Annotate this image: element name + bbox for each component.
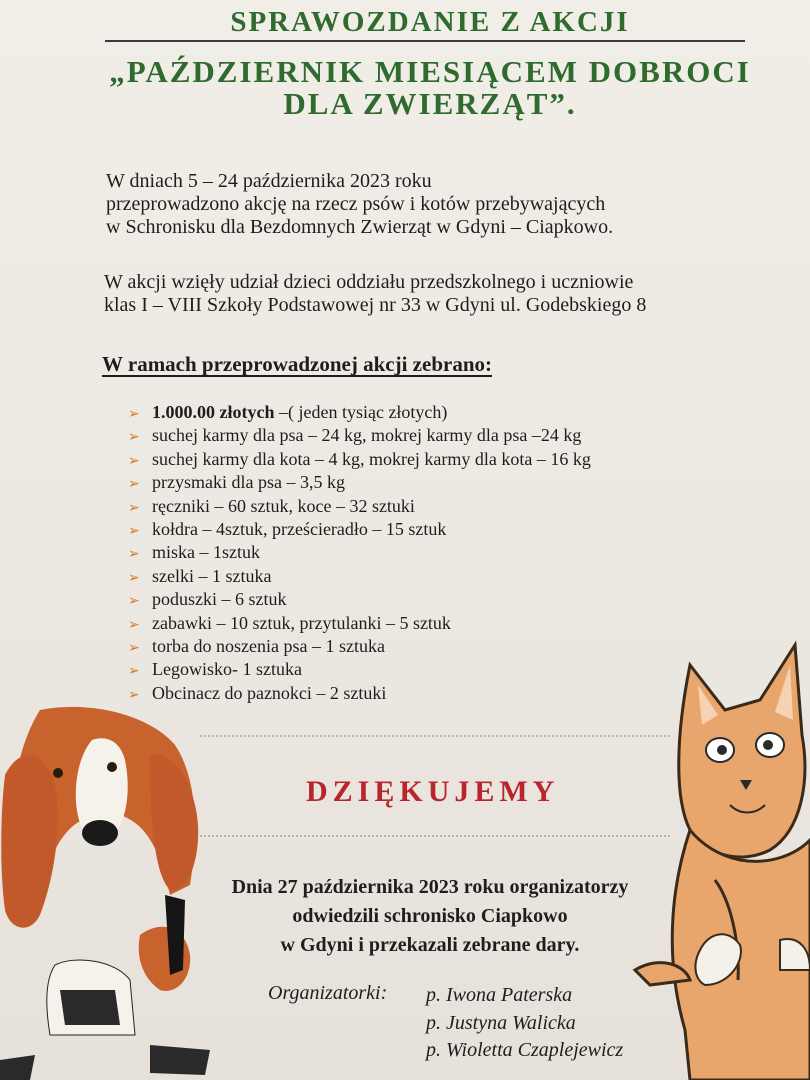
list-item: ➢ poduszki – 6 sztuk	[128, 588, 591, 611]
participants-paragraph	[104, 271, 646, 317]
arrow-bullet-icon: ➢	[128, 617, 140, 633]
collected-items-list	[128, 401, 591, 705]
visit-line: w Gdyni i przekazali zebrane dary.	[280, 934, 580, 956]
arrow-bullet-icon: ➢	[128, 407, 140, 422]
participants-line: W akcji wzięły udział dzieci oddziału przedszkolnego i uczniowie	[104, 271, 634, 293]
participants-line: klas I – VIII Szkoły Podstawowej nr 33 w Gdyni ul. Godebskiego 8	[104, 294, 647, 316]
intro-paragraph	[106, 170, 613, 239]
arrow-bullet-icon: ➢	[128, 570, 140, 586]
list-item: ➢ miska – 1sztuk	[128, 541, 591, 564]
arrow-bullet-icon: ➢	[128, 430, 140, 446]
title-divider	[105, 40, 745, 42]
campaign-title-line-1: „PAŹDZIERNIK MIESIĄCEM DOBROCI	[109, 54, 751, 89]
organizers-list	[426, 982, 623, 1065]
list-item: ➢ suchej karmy dla psa – 24 kg, mokrej karmy dla psa –24 kg	[128, 424, 591, 447]
list-item: ➢ Legowisko- 1 sztuka	[128, 658, 591, 681]
campaign-title	[100, 56, 760, 120]
campaign-title-line-2: DLA ZWIERZĄT”.	[283, 86, 577, 121]
arrow-bullet-icon: ➢	[128, 477, 140, 493]
arrow-bullet-icon: ➢	[128, 523, 140, 539]
list-item: ➢ 1.000.00 złotych –( jeden tysiąc złotych)	[128, 401, 591, 424]
organizers-label: Organizatorki:	[268, 982, 388, 1004]
arrow-bullet-icon: ➢	[128, 453, 140, 469]
intro-line: przeprowadzono akcję na rzecz psów i kotów przebywających	[106, 193, 606, 215]
cat-illustration	[630, 640, 810, 1080]
list-item: ➢ ręczniki – 60 sztuk, koce – 32 sztuki	[128, 495, 591, 518]
arrow-bullet-icon: ➢	[128, 664, 140, 680]
list-item: ➢ przysmaki dla psa – 3,5 kg	[128, 471, 591, 494]
intro-line: W dniach 5 – 24 października 2023 roku	[106, 170, 432, 192]
collected-heading: W ramach przeprowadzonej akcji zebrano:	[102, 352, 492, 376]
intro-line: w Schronisku dla Bezdomnych Zwierząt w Gdyni – Ciapkowo.	[106, 216, 614, 238]
dotted-divider	[200, 735, 670, 737]
list-item: ➢ szelki – 1 sztuka	[128, 565, 591, 588]
list-item: ➢ Obcinacz do paznokci – 2 sztuki	[128, 682, 591, 705]
arrow-bullet-icon: ➢	[128, 547, 140, 563]
visit-line: Dnia 27 października 2023 roku organizatorzy	[231, 876, 629, 898]
list-item: ➢ torba do noszenia psa – 1 sztuka	[128, 635, 591, 658]
visit-line: odwiedzili schronisko Ciapkowo	[292, 905, 568, 927]
organizer-name: p. Justyna Walicka	[426, 1011, 576, 1034]
list-item: ➢ kołdra – 4sztuk, prześcieradło – 15 sztuk	[128, 518, 591, 541]
arrow-bullet-icon: ➢	[128, 687, 140, 703]
list-item: ➢ zabawki – 10 sztuk, przytulanki – 5 sztuk	[128, 612, 591, 635]
report-title: SPRAWOZDANIE Z AKCJI	[230, 6, 630, 38]
organizer-name: p. Iwona Paterska	[426, 984, 573, 1006]
arrow-bullet-icon: ➢	[128, 594, 140, 610]
dotted-divider	[200, 835, 670, 837]
arrow-bullet-icon: ➢	[128, 500, 140, 516]
arrow-bullet-icon: ➢	[128, 640, 140, 656]
thank-you-heading: DZIĘKUJEMY	[306, 775, 560, 808]
organizer-name: p. Wioletta Czaplejewicz	[426, 1039, 624, 1061]
list-item: ➢ suchej karmy dla kota – 4 kg, mokrej karmy dla kota – 16 kg	[128, 448, 591, 471]
visit-paragraph	[150, 873, 710, 960]
